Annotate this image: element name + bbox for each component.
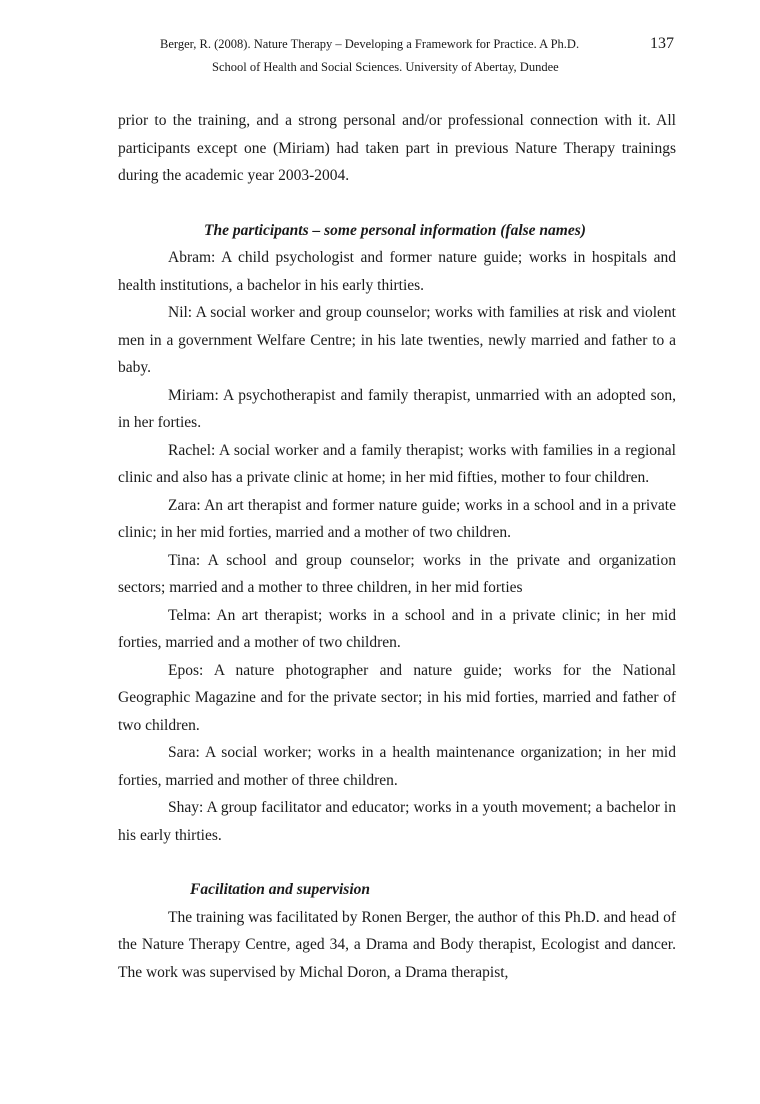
participant-shay: Shay: A group facilitator and educator; works in a youth movement; a bachelor in his early thirties. [118,799,676,844]
running-header: Berger, R. (2008). Nature Therapy – Developing a Framework for Practice. A Ph.D. [160,37,580,51]
participant-tina: Tina: A school and group counselor; works in the private and organization sectors; married and a mother to three children, in her mid forties [118,551,676,596]
running-header-affiliation: School of Health and Social Sciences. University of Abertay, Dundee [212,60,559,74]
page-number: 137 [650,35,674,52]
participant-nil: Nil: A social worker and group counselor; works with families at risk and violent men in a government Welfare Centre; in his late twenties, newly married and father to a baby. [118,304,676,376]
intro-paragraph: prior to the training, and a strong personal and/or professional connection with it. All participants except one (Miriam) had taken part in previous Nature Therapy trainings during the academic year 2003-2004. [118,112,676,184]
facilitation-heading: Facilitation and supervision [190,881,371,898]
participant-miriam: Miriam: A psychotherapist and family therapist, unmarried with an adopted son, in her forties. [118,386,676,431]
participant-sara: Sara: A social worker; works in a health maintenance organization; in her mid forties, married and mother of three children. [118,744,676,789]
facilitation-paragraph: The training was facilitated by Ronen Berger, the author of this Ph.D. and head of the Nature Therapy Centre, aged 34, a Drama and Body therapist, Ecologist and dancer. The work was supervised by Michal Doron, a Drama therapist, [118,908,676,981]
participants-heading: The participants – some personal information (false names) [204,221,586,239]
participant-rachel: Rachel: A social worker and a family therapist; works with families in a regional clinic and also has a private clinic at home; in her mid fifties, mother to four children. [118,441,676,486]
participant-telma: Telma: An art therapist; works in a school and in a private clinic; in her mid forties, married and a mother of two children. [118,606,676,651]
participant-zara: Zara: An art therapist and former nature guide; works in a school and in a private clinic; in her mid forties, married and a mother of two children. [118,496,676,541]
page-body [118,107,676,986]
participant-epos: Epos: A nature photographer and nature guide; works for the National Geographic Magazine and for the private sector; in his mid forties, married and father of two children. [118,661,676,734]
participant-abram: Abram: A child psychologist and former nature guide; works in hospitals and health institutions, a bachelor in his early thirties. [118,249,676,294]
